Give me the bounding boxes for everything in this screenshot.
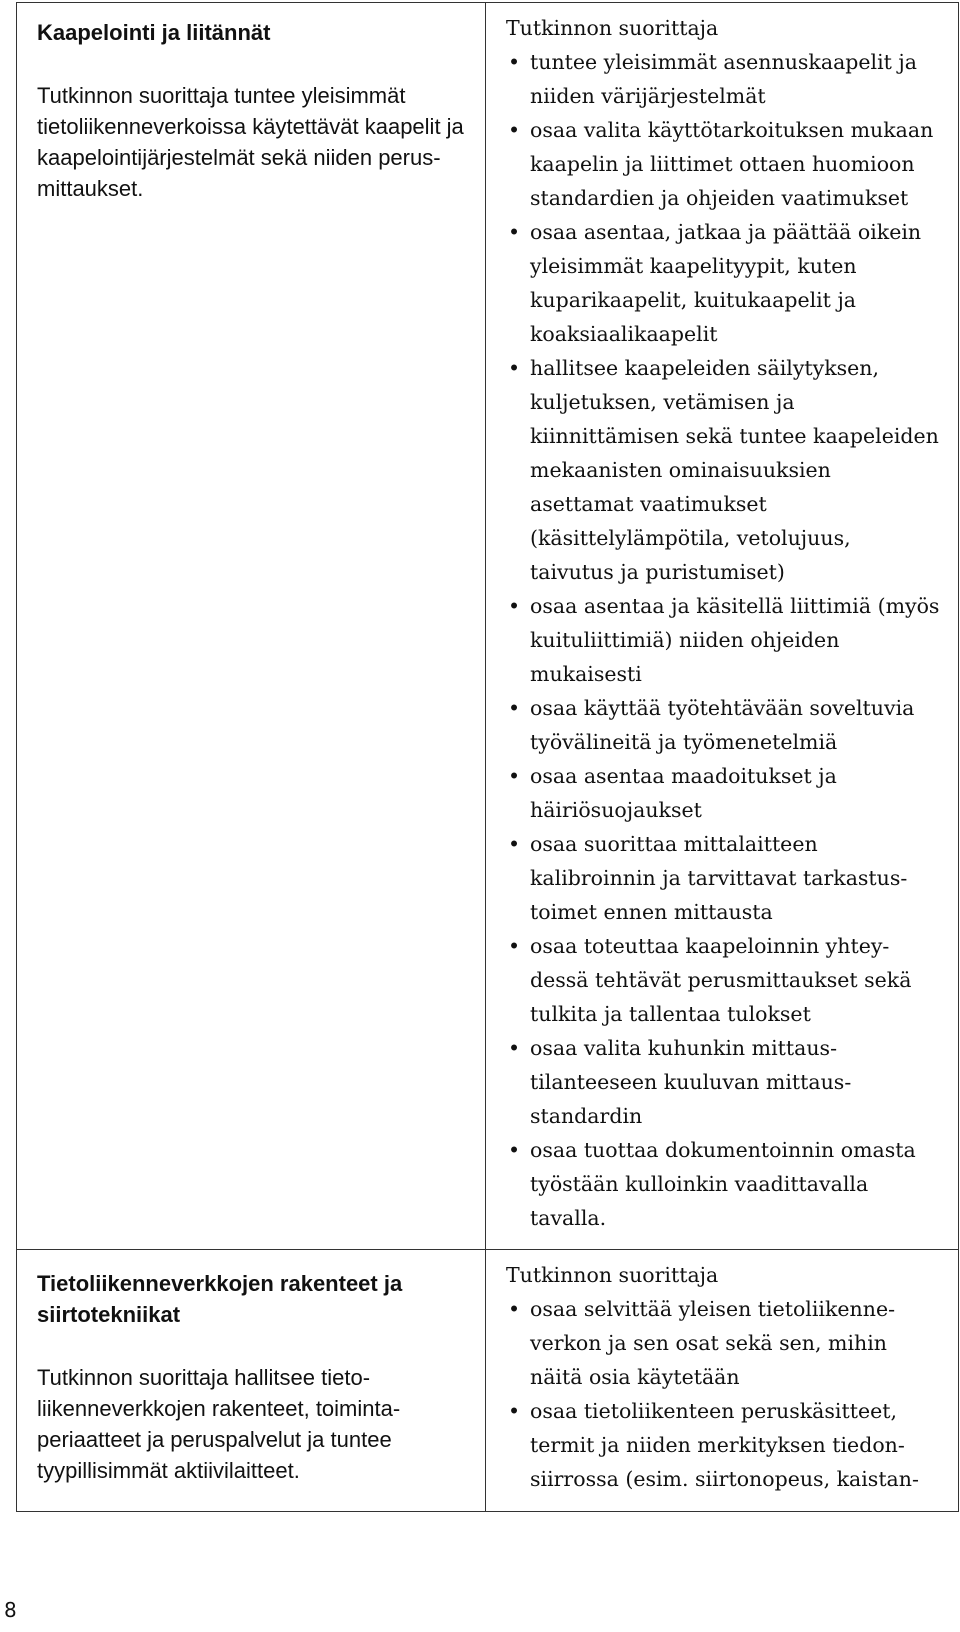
criteria-intro: Tutkinnon suorittaja xyxy=(506,16,719,40)
list-item xyxy=(506,215,940,351)
bullet-icon: • xyxy=(508,50,521,74)
list-item-text: hallitsee kaapeleiden säilytyksen, kuljetuksen, vetämisen ja kiinnittämisen sekä tuntee kaapeleiden mekaanisten ominaisuuksien asettamat vaatimukset (käsittelylämpötila, vetolujuus, taivutus ja puristumiset) xyxy=(530,356,939,584)
list-item-text: osaa selvittää yleisen tietoliikenneverkon ja sen osat sekä sen, mihin näitä osia käytetään xyxy=(530,1297,896,1389)
bullet-icon: • xyxy=(508,1138,521,1162)
bullet-icon: • xyxy=(508,1036,521,1060)
table-row xyxy=(17,3,959,1250)
bullet-icon: • xyxy=(508,118,521,142)
list-item-text: osaa valita käyttötarkoituksen mukaan kaapelin ja liittimet ottaen huomioon standardien ja ohjeiden vaatimukset xyxy=(530,118,934,210)
list-item-text: osaa asentaa ja käsitellä liittimiä (myös kuituliittimiä) niiden ohjeiden mukaisesti xyxy=(530,594,940,686)
list-item xyxy=(506,1292,940,1394)
criteria-cell xyxy=(486,1250,959,1512)
list-item xyxy=(506,759,940,827)
list-item xyxy=(506,827,940,929)
list-item xyxy=(506,929,940,1031)
competence-table xyxy=(16,2,959,1512)
list-item xyxy=(506,691,940,759)
document-page xyxy=(16,2,956,1512)
list-item-text: osaa käyttää työtehtävään soveltuvia työvälineitä ja työmenetelmiä xyxy=(530,696,915,754)
bullet-icon: • xyxy=(508,594,521,618)
criteria-cell xyxy=(486,3,959,1250)
bullet-icon: • xyxy=(508,356,521,380)
criteria-list xyxy=(506,1292,940,1496)
bullet-icon: • xyxy=(508,1399,521,1423)
list-item-text: osaa asentaa maadoitukset ja häiriösuojaukset xyxy=(530,764,837,822)
criteria-intro: Tutkinnon suorittaja xyxy=(506,1263,719,1287)
list-item xyxy=(506,1394,940,1496)
skill-area-heading: Kaapelointi ja liitännät xyxy=(37,20,271,45)
list-item-text: tuntee yleisimmät asennuskaapelit ja niiden värijärjestelmät xyxy=(530,50,917,108)
list-item xyxy=(506,1133,940,1235)
bullet-icon: • xyxy=(508,934,521,958)
list-item xyxy=(506,45,940,113)
bullet-icon: • xyxy=(508,696,521,720)
list-item-text: osaa toteuttaa kaapeloinnin yhteydessä tehtävät perusmittaukset sekä tulkita ja tallentaa tulokset xyxy=(530,934,912,1026)
list-item-text: osaa asentaa, jatkaa ja päättää oikein yleisimmät kaapelityypit, kuten kuparikaapelit, kuitukaapelit ja koaksiaalikaapelit xyxy=(530,220,922,346)
table-row xyxy=(17,1250,959,1512)
skill-area-cell xyxy=(17,1250,486,1512)
bullet-icon: • xyxy=(508,764,521,788)
list-item-text: osaa tietoliikenteen peruskäsitteet, termit ja niiden merkityksen tiedonsiirrossa (esim. siirtonopeus, kaistan- xyxy=(530,1399,919,1491)
bullet-icon: • xyxy=(508,832,521,856)
page-number: 8 xyxy=(4,1598,17,1622)
skill-area-description: Tutkinnon suorittaja hallitsee tietoliikenneverkkojen rakenteet, toimintaperiaatteet ja peruspalvelut ja tuntee tyypillisimmät aktiivilaitteet. xyxy=(37,1365,401,1483)
list-item xyxy=(506,351,940,589)
list-item xyxy=(506,113,940,215)
skill-area-description: Tutkinnon suorittaja tuntee yleisimmät tietoliikenneverkoissa käytettävät kaapelit ja kaapelointijärjestelmät sekä niiden perusmittaukset. xyxy=(37,83,464,201)
list-item xyxy=(506,589,940,691)
list-item-text: osaa tuottaa dokumentoinnin omasta työstään kulloinkin vaadittavalla tavalla. xyxy=(530,1138,916,1230)
bullet-icon: • xyxy=(508,1297,521,1321)
list-item-text: osaa valita kuhunkin mittaustilanteeseen kuuluvan mittausstandardin xyxy=(530,1036,852,1128)
list-item xyxy=(506,1031,940,1133)
criteria-list xyxy=(506,45,940,1235)
skill-area-cell xyxy=(17,3,486,1250)
bullet-icon: • xyxy=(508,220,521,244)
list-item-text: osaa suorittaa mittalaitteen kalibroinnin ja tarvittavat tarkastustoimet ennen mittausta xyxy=(530,832,908,924)
skill-area-heading: Tietoliikenneverkkojen rakenteet ja siirtotekniikat xyxy=(37,1271,403,1327)
